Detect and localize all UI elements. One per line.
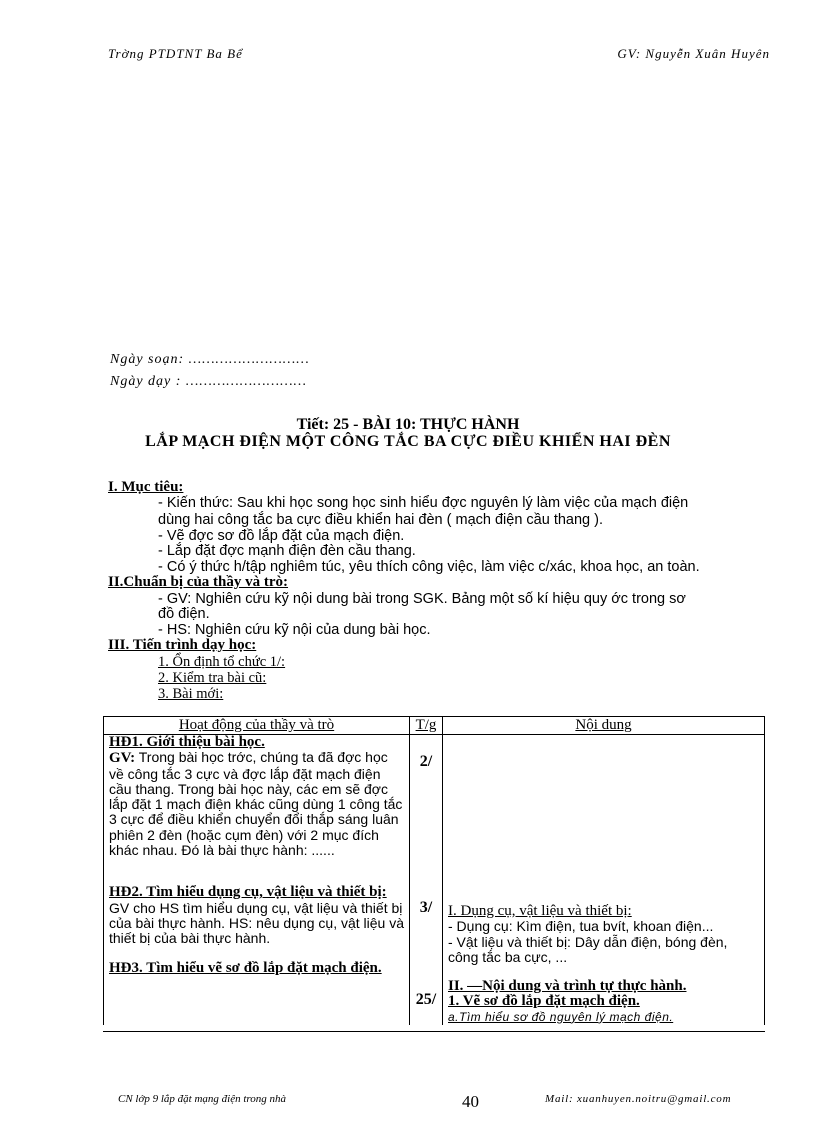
- content-line: 1. Vẽ sơ đồ lắp đặt mạch điện.: [448, 993, 640, 1010]
- section-process-heading: III. Tiến trình dạy học:: [108, 637, 257, 653]
- header-teacher: GV: Nguyễn Xuân Huyên: [617, 46, 770, 61]
- objective-line: - Có ý thức h/tập nghiêm túc, yêu thích công việc, làm việc c/xác, khoa học, an toàn.: [158, 559, 700, 575]
- time-cell: [410, 735, 443, 1026]
- date-taught: Ngày dạy : ………………………: [110, 374, 307, 389]
- dates-block: [110, 349, 310, 393]
- activity-title: HĐ1. Giới thiệu bài học.: [109, 734, 265, 750]
- activity-label: GV:: [109, 750, 136, 767]
- process-item: 2. Kiểm tra bài cũ:: [158, 670, 267, 686]
- header-school: Trờng PTDTNT Ba Bể: [108, 46, 243, 61]
- content-line: - Dụng cụ: Kìm điện, tua bvít, khoan điện...: [448, 918, 714, 935]
- header-activity: Hoạt động của thầy và trò: [104, 717, 410, 735]
- activity-text: Trong bài học trớc, chúng ta đã đợc học về công tắc 3 cực và đợc lắp đặt mạch điện cầu thang. Trong bài học này, các em sẽ đợc lắp đặt 1 mạch điện khác cũng dùng 1 công tắc 3 cực để điều khiển chuyển đổi thắp sáng luân phiên 2 đèn (hoặc cụm đèn) với 2 mục đích khác nhau. Đó là bài thực hành: ......: [109, 749, 403, 859]
- header-time: T/g: [410, 717, 443, 735]
- activity-cell: [104, 735, 410, 1026]
- activity-title: HĐ2. Tìm hiểu dụng cụ, vật liệu và thiết bị:: [109, 884, 387, 901]
- footer-course: CN lớp 9 lắp đặt mạng điện trong nhà: [118, 1093, 287, 1105]
- table-row: [104, 735, 765, 1026]
- content-cell: [443, 735, 765, 1026]
- objective-line: - Vẽ đợc sơ đồ lắp đặt của mạch điện.: [158, 528, 405, 544]
- content-title: II. —Nội dung và trình tự thực hành.: [448, 978, 687, 995]
- lesson-plan-table: [103, 716, 765, 1025]
- preparation-line: đồ điện.: [158, 606, 210, 622]
- objective-line: dùng hai công tắc ba cực điều khiển hai đèn ( mạch điện cầu thang ).: [158, 512, 603, 528]
- preparation-line: - HS: Nghiên cứu kỹ nội của dung bài học.: [158, 622, 431, 638]
- activity-text: GV cho HS tìm hiểu dụng cụ, vật liệu và thiết bị của bài thực hành. HS: nêu dụng cụ, vật liệu và thiết bị của bài thực hành.: [109, 899, 405, 947]
- time-value: 2/: [419, 753, 433, 770]
- table-bottom-border: [103, 1031, 765, 1032]
- section-objectives-heading: I. Mục tiêu:: [108, 479, 184, 495]
- time-value: 25/: [415, 991, 437, 1008]
- objective-line: - Lắp đặt đợc mạnh điện đèn cầu thang.: [158, 543, 416, 559]
- lesson-title: Tiết: 25 - BÀI 10: THỰC HÀNH: [296, 416, 520, 433]
- table-header-row: [104, 717, 765, 735]
- content-line: a.Tìm hiểu sơ đồ nguyên lý mạch điện.: [448, 1009, 674, 1024]
- preparation-line: - GV: Nghiên cứu kỹ nội dung bài trong SGK. Bảng một số kí hiệu quy ớc trong sơ: [158, 591, 686, 607]
- footer-mail: Mail: xuanhuyen.noitru@gmail.com: [545, 1093, 732, 1105]
- time-value: 3/: [419, 899, 433, 916]
- footer-page-number: 40: [462, 1092, 479, 1111]
- content-line: - Vật liệu và thiết bị: Dây dẫn điện, bóng đèn, công tắc ba cực, ...: [448, 933, 728, 965]
- process-item: 3. Bài mới:: [158, 686, 224, 702]
- lesson-subtitle: LẮP MẠCH ĐIỆN MỘT CÔNG TẮC BA CỰC ĐIỀU KHIỂN HAI ĐÈN: [145, 433, 671, 450]
- content-title: I. Dụng cụ, vật liệu và thiết bị:: [448, 903, 632, 919]
- activity-title: HĐ3. Tìm hiểu vẽ sơ đồ lắp đặt mạch điện.: [109, 959, 382, 976]
- date-prepared: Ngày soạn: ………………………: [110, 352, 310, 367]
- process-item: 1. Ổn định tổ chức 1/:: [158, 654, 286, 670]
- section-preparation-heading: II.Chuẩn bị của thầy và trò:: [108, 574, 289, 590]
- objective-line: - Kiến thức: Sau khi học song học sinh hiểu đợc nguyên lý làm việc của mạch điện: [158, 495, 689, 511]
- activity-body: [109, 750, 404, 858]
- header-content: Nội dung: [443, 717, 765, 735]
